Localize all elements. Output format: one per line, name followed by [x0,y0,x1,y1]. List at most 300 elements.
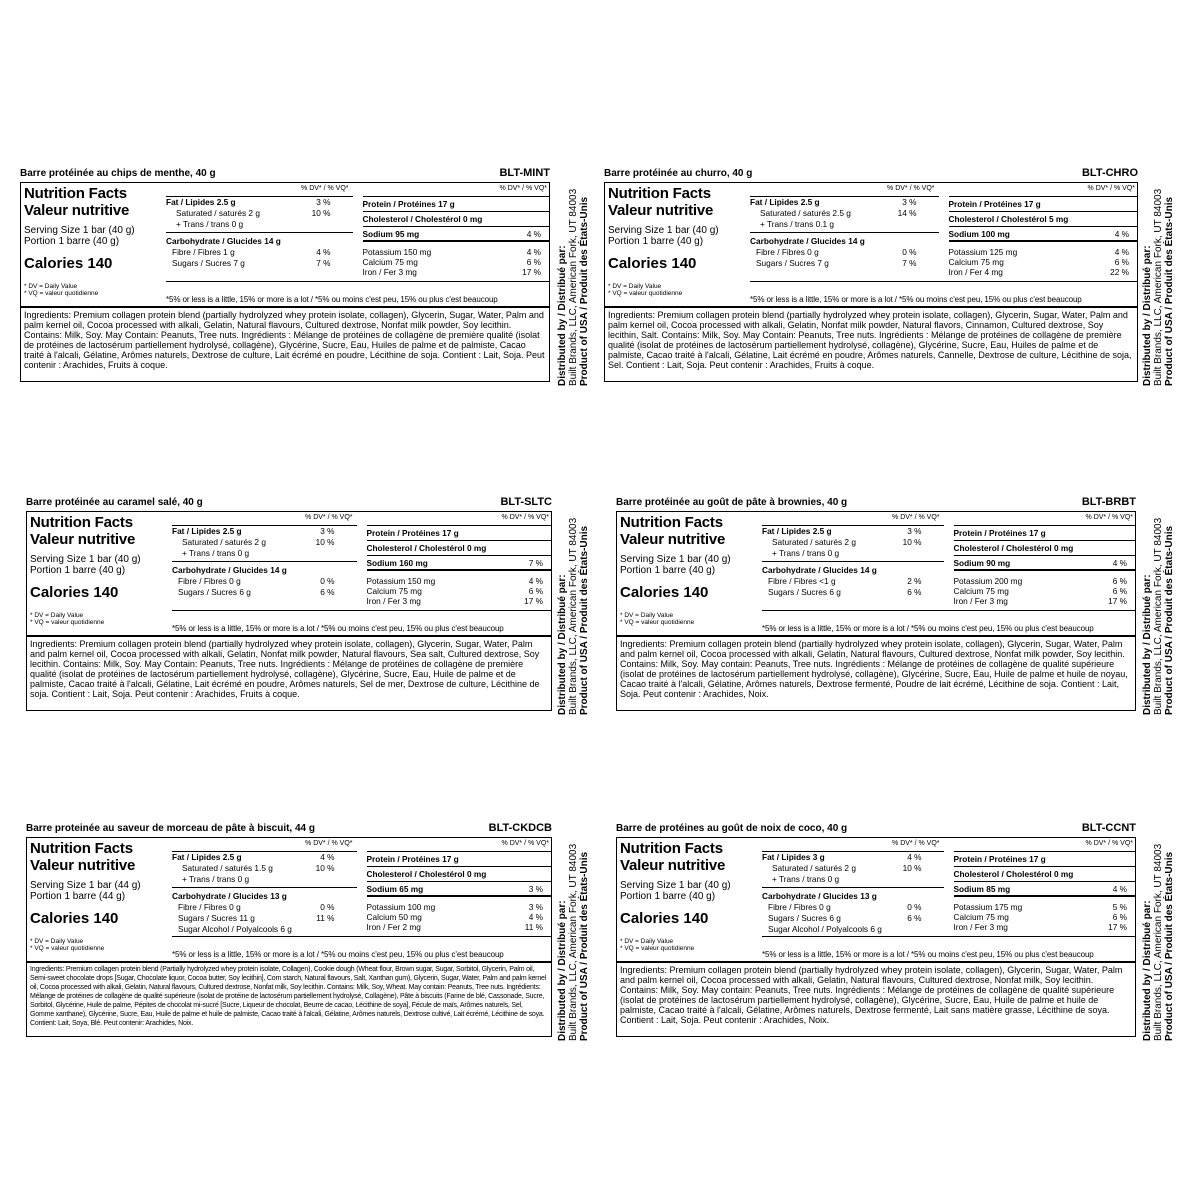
calcium-row-label: Calcium 75 mg [948,257,1004,267]
product-name: Barre proteinée au saveur de morceau de pâte à biscuit, 44 g [26,823,315,834]
nutrient-column-2 [954,514,1136,624]
divider [762,887,944,888]
fat-row-dv: 4 % [907,852,922,862]
sodium-row [954,558,1136,568]
sodium-row-label: Sodium 85 mg [953,884,1011,894]
sodium-row [367,884,552,894]
fibre-row-dv: 0 % [907,902,922,912]
sugars-row-dv: 11 % [316,913,335,923]
protein-row [363,199,550,209]
serving-size [620,880,760,902]
nf-title-en: Nutrition Facts [24,185,127,202]
distributor-line-2: Built Brands, LLC, American Fork, UT 84003 [1153,517,1164,715]
calcium-row [954,586,1136,596]
fat-row-label: Fat / Lipides 2.5 g [750,197,820,207]
nf-title-en: Nutrition Facts [608,185,711,202]
trans-row-label: + Trans / trans 0 g [772,874,840,884]
dv-note-fr: * VQ = valeur quotidienne [620,619,695,626]
distributor-info [557,841,590,1041]
protein-row-label: Protein / Protéines 17 g [366,528,459,538]
distributor-info [1142,186,1175,386]
iron-row-label: Iron / Fer 3 mg [953,922,1008,932]
carbohydrate-row-label: Carbohydrate / Glucides 14 g [762,565,877,575]
protein-row [367,854,552,864]
product-title [616,497,1136,511]
cholesterol-row-label: Cholesterol / Cholestérol 0 mg [366,869,487,879]
divider [762,610,1135,611]
dv-note-fr: * VQ = valeur quotidienne [608,290,683,297]
nutrient-column-2 [954,840,1136,950]
serving-size-fr: Portion 1 barre (44 g) [30,891,126,902]
label-panel [26,823,552,1063]
fibre-row-dv: 0 % [320,902,335,912]
product-name: Barre de protéines au goût de noix de coco, 40 g [616,823,848,834]
fibre-row [172,902,357,912]
fibre-row-dv: 2 % [907,576,922,586]
sugars-row [750,258,939,268]
protein-row-label: Protein / Protéines 17 g [948,199,1041,209]
sodium-row-label: Sodium 90 mg [953,558,1011,568]
distributor-line-1: Distributed by / Distribué par: [557,900,568,1041]
product-code: BLT-MINT [499,167,550,179]
cholesterol-row-label: Cholesterol / Cholestérol 5 mg [948,214,1069,224]
sodium-row-label: Sodium 95 mg [362,229,420,239]
trans-row [166,219,353,229]
serving-size [608,225,748,247]
cholesterol-row [954,869,1136,879]
potassium-row-dv: 6 % [1112,576,1127,586]
nutrient-column-1 [172,514,357,624]
carbohydrate-row [166,236,353,246]
nutrition-facts-table [26,837,552,962]
nutrient-column-1 [762,840,944,950]
iron-row-dv: 17 % [1108,922,1127,932]
divider [954,540,1136,541]
product-name: Barre protéinée au goût de pâte à brownies, 40 g [616,497,848,508]
divider [367,851,552,852]
serving-size [30,554,170,576]
label-panel [26,497,552,737]
dv-header: % DV* / % VQ* [1085,840,1133,847]
sugar-alcohol-row-label: Sugar Alcohol / Polyalcools 6 g [178,924,292,934]
trans-row-label: + Trans / trans 0 g [182,548,250,558]
nutrient-column-1 [172,840,357,950]
fat-row [762,526,944,536]
dv-header: % DV* / % VQ* [892,840,940,847]
iron-row-dv: 11 % [524,922,543,932]
trans-row [750,219,939,229]
fat-row-dv: 3 % [907,526,922,536]
fibre-row-label: Fibre / Fibres 0 g [756,247,819,257]
divider [367,895,552,897]
protein-row-label: Protein / Protéines 17 g [953,528,1046,538]
iron-row-label: Iron / Fer 3 mg [953,596,1008,606]
divider [954,555,1136,556]
serving-size-en: Serving Size 1 bar (40 g) [620,880,731,891]
calcium-row-dv: 6 % [528,586,543,596]
serving-size-en: Serving Size 1 bar (40 g) [608,225,719,236]
product-code: BLT-SLTC [500,496,552,508]
saturated-row-label: Saturated / saturés 2 g [772,537,856,547]
saturated-row-label: Saturated / saturés 1.5 g [182,863,273,873]
calcium-row-dv: 6 % [1112,586,1127,596]
calories: Calories 140 [620,910,709,927]
sodium-row-label: Sodium 160 mg [366,558,428,568]
dv-note [620,938,694,952]
trans-row [762,548,944,558]
dv-header: % DV* / % VQ* [1087,185,1135,192]
label-panel [604,168,1138,408]
nf-title-en: Nutrition Facts [620,840,723,857]
distributor-line-1: Distributed by / Distribué par: [557,245,568,386]
distributor-line-2: Built Brands, LLC, American Fork, UT 84003 [568,517,579,715]
ingredients-box [616,636,1136,711]
saturated-row-dv: 10 % [311,208,331,218]
saturated-row-dv: 10 % [902,863,922,873]
divider [954,569,1136,571]
nf-title-fr: Valeur nutritive [608,202,714,219]
carbohydrate-row-label: Carbohydrate / Glucides 14 g [166,236,281,246]
potassium-row-dv: 4 % [526,247,541,257]
calcium-row-dv: 6 % [1114,257,1129,267]
divider [949,211,1138,212]
nf-title-fr: Valeur nutritive [30,857,136,874]
carbohydrate-row-label: Carbohydrate / Glucides 13 g [762,891,877,901]
dv-header: % DV* / % VQ* [305,840,353,847]
sodium-row-dv: 4 % [526,229,541,239]
nf-title-en: Nutrition Facts [620,514,723,531]
potassium-row-label: Potassium 150 mg [362,247,432,257]
sugars-row [762,913,944,923]
cholesterol-row-label: Cholesterol / Cholestérol 0 mg [953,869,1074,879]
calcium-row-dv: 6 % [526,257,541,267]
potassium-row-label: Potassium 175 mg [953,902,1023,912]
dv-header: % DV* / % VQ* [501,514,549,521]
cholesterol-row-label: Cholesterol / Cholestérol 0 mg [366,543,487,553]
nutrition-facts-table [20,182,550,307]
divider [954,851,1136,852]
divider [367,540,552,541]
protein-row [954,528,1136,538]
sugars-row [166,258,353,268]
serving-size-fr: Portion 1 barre (40 g) [620,891,716,902]
calcium-row [367,912,552,922]
nutrition-facts-table [26,511,552,636]
divider [172,610,551,611]
sodium-row-dv: 4 % [1112,884,1127,894]
divider [949,196,1138,197]
sodium-row-label: Sodium 65 mg [366,884,424,894]
dv-header: % DV* / % VQ* [1085,514,1133,521]
serving-size-fr: Portion 1 barre (40 g) [608,236,704,247]
fibre-row [762,902,944,912]
product-code: BLT-CCNT [1081,822,1136,834]
fibre-row-dv: 0 % [320,576,335,586]
sugars-row-label: Sugars / Sucres 6 g [768,587,841,597]
dv-footnote: *5% or less is a little, 15% or more is a lot / *5% ou moins c'est peu, 15% ou plus c'est beaucoup [762,624,1094,633]
distributor-line-2: Built Brands, LLC, American Fork, UT 84003 [568,843,579,1041]
calcium-row-label: Calcium 50 mg [366,912,422,922]
dv-footnote: *5% or less is a little, 15% or more is a lot / *5% ou moins c'est peu, 15% ou plus c'est beaucoup [762,950,1094,959]
fat-row-label: Fat / Lipides 2.5 g [166,197,236,207]
ingredients-text: Ingredients: Premium collagen protein blend (partially hydrolyzed whey protein isolate, collagen), Glycerin, Sugar, Water, Palm and palm kernel oil, Cocoa processed with alkali, Gelatin, Natural flavours, Cultured dextrose, Nonfat milk powder, Soy lecithin. Contains: Milk, Soy. May contain: Peanuts, Tree nuts. Ingrédients : Mélange de protéines de collagène de qualité supérieure (isolat de protéines de lactosérum partiellement hydrolysé, collagène), Glycérine, Sucre, Eau, Huile de palme et huile de noyau, Cacao traité à l'alcali, Gélatine, Arômes naturels, Dextrose fermenté, Poudre de lait écrémé, Lécithine de soja. Contient : Lait, Soja. Peut contenir : Arachides, Noix. [620,639,1128,699]
dv-header: % DV* / % VQ* [305,514,353,521]
calcium-row-label: Calcium 75 mg [953,586,1009,596]
sodium-row-dv: 4 % [1114,229,1129,239]
protein-row-label: Protein / Protéines 17 g [362,199,455,209]
distributor-info [1142,841,1175,1041]
sodium-row [954,884,1136,894]
sugars-row-label: Sugars / Sucres 6 g [768,913,841,923]
calcium-row-dv: 6 % [1112,912,1127,922]
ingredients-text: Ingredients: Premium collagen protein blend (partially hydrolyzed whey protein isolate, collagen), Glycerin, Sugar, Water, Palm and palm kernel oil, Cocoa processed with alkali, Gelatin, Nonfat milk powder, Natural flavors, Cinnamon, Cultured dextrose, Soy lecithin, Salt. Contains: Milk, Soy. May Contain: Peanuts, Tree nuts. Ingrédients : Mélange de protéines de collagène de première qualité (isolat de protéines de lactosérum partiellement hydrolysé, collagène), Glycérine, Sucre, Eau, Huiles de palme et de palmiste, Cacao traité à l'alcali, Gélatine, Lait écrémé en poudre, Arômes naturels, Cannelle, Dextrose de culture, Lécithine de soja, Sel. Contient : Lait, Soja. Peut contenir : Arachides, Fruits à coque. [608,310,1132,370]
fat-row [166,197,353,207]
potassium-row-label: Potassium 100 mg [366,902,436,912]
iron-row [363,267,550,277]
iron-row-label: Iron / Fer 3 mg [362,267,417,277]
saturated-row [762,537,944,547]
product-name: Barre protéinée au chips de menthe, 40 g [20,168,216,179]
ingredients-text: Ingredients: Premium collagen protein blend (partially hydrolyzed whey protein isolate, collagen), Glycerin, Sugar, Water, Palm and palm kernel oil, Cocoa processed with alkali, Gelatin, Nonfat milk powder, Natural flavours, Sea salt, Cultured dextrose, Soy lecithin. Contains: Milk, Soy. May Contain: Peanuts, Tree nuts. Ingrédients : Mélange de protéines de collagène de première qualité (isolat de protéines de lactosérum partiellement hydrolysé, collagène), Glycérine, Sucre, Eau, Huile de palme et de palmiste, Cacao traité à l'alcali, Gélatine, Lait écrémé en poudre, Arômes naturels, Sel de mer, Dextrose de culture, Lécithine de soja. Contient : Lait, Soja. Peut contenir : Arachides, Fruits à coque. [30,639,540,699]
distributor-line-3: Product of USA / Produit des États-Unis [1164,196,1175,386]
trans-row-label: + Trans / trans 0 g [772,548,840,558]
nf-heading-block [620,840,760,927]
potassium-row-label: Potassium 200 mg [953,576,1023,586]
divider [166,232,353,233]
iron-row-label: Iron / Fer 2 mg [366,922,421,932]
divider [172,936,551,937]
fibre-row-dv: 4 % [316,247,331,257]
ingredients-box [26,962,552,1037]
nf-heading-block [608,185,748,272]
cholesterol-row-label: Cholesterol / Cholestérol 0 mg [953,543,1074,553]
dv-note [30,612,104,626]
potassium-row [954,902,1136,912]
carbohydrate-row [762,891,944,901]
cholesterol-row [363,214,550,224]
divider [750,232,939,233]
protein-row-label: Protein / Protéines 17 g [366,854,459,864]
serving-size [24,225,164,247]
potassium-row-label: Potassium 125 mg [948,247,1018,257]
saturated-row [762,863,944,873]
potassium-row-dv: 4 % [528,576,543,586]
nf-title-en: Nutrition Facts [30,514,133,531]
calcium-row-label: Calcium 75 mg [366,586,422,596]
fat-row-label: Fat / Lipides 2.5 g [762,526,832,536]
distributor-line-1: Distributed by / Distribué par: [1142,900,1153,1041]
product-title [604,168,1138,182]
dv-note [620,612,694,626]
sugar-alcohol-row-label: Sugar Alcohol / Polyalcools 6 g [768,924,882,934]
nutrient-column-2 [367,840,552,950]
sugars-row-label: Sugars / Sucres 7 g [756,258,829,268]
dv-footnote: *5% or less is a little, 15% or more is a lot / *5% ou moins c'est peu, 15% ou plus c'est beaucoup [172,624,504,633]
saturated-row-label: Saturated / saturés 2 g [772,863,856,873]
cholesterol-row [367,543,552,553]
divider [367,881,552,882]
calcium-row [363,257,550,267]
cholesterol-row [949,214,1138,224]
sugars-row-dv: 6 % [907,913,922,923]
nutrient-column-1 [166,185,353,295]
cholesterol-row [367,869,552,879]
saturated-row-dv: 14 % [897,208,917,218]
divider [367,569,552,571]
potassium-row-dv: 5 % [1112,902,1127,912]
trans-row-label: + Trans / trans 0 g [182,874,250,884]
divider [954,866,1136,867]
ingredients-box [20,307,550,382]
dv-note-en: * DV = Daily Value [24,283,78,290]
iron-row [954,596,1136,606]
saturated-row-label: Saturated / saturés 2 g [182,537,266,547]
sugar-alcohol-row [762,924,944,934]
nf-title-fr: Valeur nutritive [620,531,726,548]
saturated-row-dv: 10 % [315,537,335,547]
saturated-row [750,208,939,218]
divider [762,561,944,562]
dv-footnote: *5% or less is a little, 15% or more is a lot / *5% ou moins c'est peu, 15% ou plus c'est beaucoup [750,295,1082,304]
sugars-row-dv: 7 % [902,258,917,268]
calories: Calories 140 [620,584,709,601]
sodium-row [367,558,552,568]
fibre-row [166,247,353,257]
potassium-row [949,247,1138,257]
fat-row-label: Fat / Lipides 2.5 g [172,526,242,536]
sodium-row [363,229,550,239]
iron-row-dv: 22 % [1110,267,1129,277]
nutrient-column-2 [367,514,552,624]
fat-row [172,526,357,536]
sodium-row [949,229,1138,239]
sugars-row-label: Sugars / Sucres 6 g [178,587,251,597]
dv-note-fr: * VQ = valeur quotidienne [620,945,695,952]
product-code: BLT-CKDCB [488,822,552,834]
dv-note [24,283,98,297]
iron-row-label: Iron / Fer 3 mg [366,596,421,606]
distributor-line-2: Built Brands, LLC, American Fork, UT 84003 [568,188,579,386]
dv-footnote: *5% or less is a little, 15% or more is a lot / *5% ou moins c'est peu, 15% ou plus c'est beaucoup [166,295,498,304]
distributor-line-1: Distributed by / Distribué par: [1142,574,1153,715]
serving-size-fr: Portion 1 barre (40 g) [24,236,120,247]
protein-row [949,199,1138,209]
serving-size [30,880,170,902]
calcium-row-label: Calcium 75 mg [953,912,1009,922]
product-title [616,823,1136,837]
fat-row [762,852,944,862]
saturated-row-dv: 10 % [902,537,922,547]
dv-note-fr: * VQ = valeur quotidienne [30,945,105,952]
fibre-row-label: Fibre / Fibres 0 g [768,902,831,912]
label-panel [20,168,550,408]
calcium-row-label: Calcium 75 mg [362,257,418,267]
nutrition-facts-table [616,837,1136,962]
nutrient-column-1 [750,185,939,295]
sugars-row-dv: 7 % [316,258,331,268]
fibre-row [750,247,939,257]
distributor-line-3: Product of USA / Produit des États-Unis [579,851,590,1041]
sodium-row-dv: 3 % [528,884,543,894]
dv-header: % DV* / % VQ* [501,840,549,847]
calcium-row [954,912,1136,922]
sodium-row-dv: 4 % [1112,558,1127,568]
serving-size-en: Serving Size 1 bar (44 g) [30,880,141,891]
sugars-row-label: Sugars / Sucres 11 g [178,913,255,923]
divider [762,936,1135,937]
carbohydrate-row [172,891,357,901]
divider [363,196,550,197]
divider [166,281,549,282]
carbohydrate-row-label: Carbohydrate / Glucides 14 g [750,236,865,246]
distributor-info [557,186,590,386]
dv-note-en: * DV = Daily Value [620,938,674,945]
iron-row-dv: 17 % [1108,596,1127,606]
nutrient-column-2 [363,185,550,295]
saturated-row-dv: 10 % [315,863,335,873]
sugars-row [762,587,944,597]
iron-row [367,596,552,606]
saturated-row [172,537,357,547]
fat-row-label: Fat / Lipides 2.5 g [172,852,242,862]
nutrient-column-2 [949,185,1138,295]
ingredients-box [604,307,1138,382]
fibre-row-label: Fibre / Fibres 0 g [178,576,241,586]
dv-note-en: * DV = Daily Value [608,283,662,290]
fibre-row-label: Fibre / Fibres 0 g [178,902,241,912]
protein-row [367,528,552,538]
fibre-row-dv: 0 % [902,247,917,257]
ingredients-text: Ingredients: Premium collagen protein blend (partially hydrolyzed whey protein isolate, collagen), Glycerin, Sugar, Water, Palm and palm kernel oil, Cocoa processed with alkali, Gelatin, Natural flavours, Cultured dextrose, Nonfat milk powder, Soy lecithin. Contains: Milk, Soy. May Contain: Peanuts, Tree nuts. Ingrédients : Mélange de protéines de collagène de première qualité (isolat de protéines de lactosérum partiellement hydrolysé, collagène), Glycérine, Sucre, Eau, Huiles de palme et de palmiste, Cacao traité à l'alcali, Gélatine, Arômes naturels, Dextrose de culture, Lait écrémé en poudre, Lécithine de soja. Contient : Lait, Soja. Peut contenir : Arachides, Fruits à coque. [24,310,545,370]
product-title [26,823,552,837]
fat-row-dv: 3 % [902,197,917,207]
distributor-info [557,515,590,715]
cholesterol-row-label: Cholesterol / Cholestérol 0 mg [362,214,483,224]
iron-row-label: Iron / Fer 4 mg [948,267,1003,277]
saturated-row [166,208,353,218]
cholesterol-row [954,543,1136,553]
product-title [20,168,550,182]
divider [954,881,1136,882]
nf-heading-block [30,840,170,927]
dv-note-en: * DV = Daily Value [30,612,84,619]
fibre-row-label: Fibre / Fibres 1 g [172,247,235,257]
sugars-row [172,587,357,597]
dv-header: % DV* / % VQ* [887,185,935,192]
fat-row-label: Fat / Lipides 3 g [762,852,825,862]
nutrition-facts-table [616,511,1136,636]
fibre-row [762,576,944,586]
sugar-alcohol-row [172,924,357,934]
trans-row [762,874,944,884]
saturated-row-label: Saturated / saturés 2.5 g [760,208,851,218]
divider [367,525,552,526]
nutrient-column-1 [762,514,944,624]
sodium-row-dv: 7 % [528,558,543,568]
nf-title-en: Nutrition Facts [30,840,133,857]
dv-header: % DV* / % VQ* [301,185,349,192]
distributor-line-2: Built Brands, LLC, American Fork, UT 84003 [1153,188,1164,386]
fibre-row-label: Fibre / Fibres <1 g [768,576,836,586]
sodium-row-label: Sodium 100 mg [948,229,1010,239]
iron-row [367,922,552,932]
saturated-row-label: Saturated / saturés 2 g [176,208,260,218]
dv-note-en: * DV = Daily Value [620,612,674,619]
trans-row [172,874,357,884]
calories: Calories 140 [608,255,697,272]
nf-title-fr: Valeur nutritive [30,531,136,548]
divider [949,240,1138,242]
